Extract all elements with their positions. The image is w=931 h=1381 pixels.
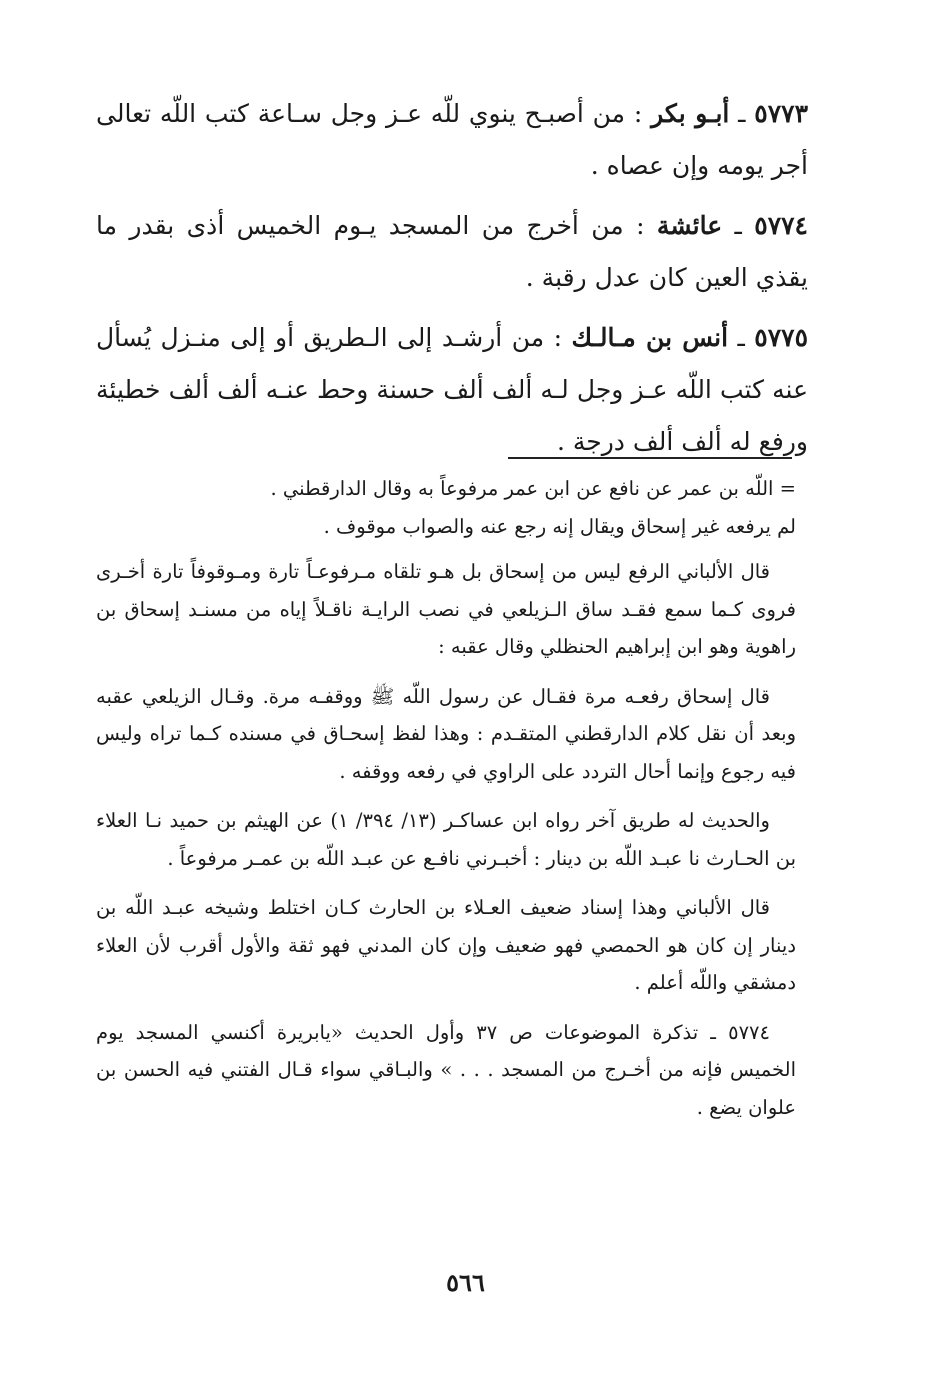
entry-separator: ـ — [729, 99, 746, 128]
footnote-continuation — [96, 470, 796, 545]
entry-number: ٥٧٧٥ — [754, 323, 809, 352]
entry-text: : من أخرج من المسجد يـوم الخميس أذى بقدر ما يقذي العين كان عدل رقبة . — [96, 211, 808, 292]
entry-separator: ـ — [722, 211, 742, 240]
entry-separator: ـ — [728, 323, 745, 352]
entry-5773 — [96, 88, 808, 192]
entry-5774 — [96, 200, 808, 304]
entry-5775 — [96, 312, 808, 468]
entry-narrator: أنس بن مـالـك — [571, 323, 729, 352]
footnote-divider — [508, 457, 792, 459]
footnote-paragraph: قال الألباني وهذا إسناد ضعيف العـلاء بن الحارث كـان اختلط وشيخه عبـد اللّه بن دينار إن كان هو الحمصي فهو ضعيف وإن كان المدني فهو ثقة والأول أقرب لأن العلاء دمشقي واللّه أعلم . — [96, 896, 796, 994]
entry-text: : من أرشـد إلى الـطريق أو إلى منـزل يُسأل عنه كتب اللّه عـز وجل لـه ألف ألف حسنة وحط عنـه ألف ألف خطيئة ورفع له ألف ألف درجة . — [96, 323, 808, 456]
footnote-paragraph: قال إسحاق رفعـه مرة فقـال عن رسول اللّه ﷺ ووقفـه مرة. وقـال الزيلعي عقبه وبعد أن نقل كلام الدارقطني المتقـدم : وهذا لفظ إسحـاق في مسنده كـما تراه وليس فيه رجوع وإنما أحال التردد على الراوي في رفعه ووقفه . — [96, 684, 796, 783]
footnotes — [96, 470, 796, 1126]
entry-narrator: أبـو بكر — [651, 99, 730, 128]
footnote-paragraph: ٥٧٧٤ ـ تذكرة الموضوعات ص ٣٧ وأول الحديث «يابريرة أكنسي المسجد يوم الخميس فإنه من أخـرج من المسجد . . . » والبـاقي سواء قـال الفتني فيه الحسن بن علوان يضع . — [96, 1020, 796, 1119]
footnote-line: = اللّه بن عمر عن نافع عن ابن عمر مرفوعاً به وقال الدارقطني . — [270, 477, 796, 500]
footnote-paragraph: قال الألباني الرفع ليس من إسحاق بل هـو تلقاه مـرفوعـاً تارة ومـوقوفاً تارة أخـرى فروى كـما سمع فقـد ساق الـزيلعي في نصب الرايـة ناقـلاً إياه من مسنـد إسحاق بن راهوية وهو ابن إبراهيم الحنظلي وقال عقبه : — [96, 560, 796, 658]
page-number: ٥٦٦ — [446, 1268, 485, 1297]
footnote-paragraph: والحديث له طريق آخر رواه ابن عساكـر (١٣/ ٣٩٤/ ١) عن الهيثم بن حميد نـا العلاء بن الحـارث نا عبـد اللّه بن دينار : أخبـرني نافـع عن عبـد اللّه بن عمـر مرفوعاً . — [96, 809, 796, 870]
entry-number: ٥٧٧٣ — [754, 99, 808, 128]
main-entries — [96, 88, 808, 476]
entry-narrator: عائشة — [656, 211, 723, 240]
entry-text: : من أصبـح ينوي للّه عـز وجل سـاعة كتب اللّه تعالى أجر يومه وإن عصاه . — [96, 99, 808, 180]
footnote-line: لم يرفعه غير إسحاق ويقال إنه رجع عنه والصواب موقوف . — [323, 514, 796, 538]
entry-number: ٥٧٧٤ — [754, 211, 808, 240]
